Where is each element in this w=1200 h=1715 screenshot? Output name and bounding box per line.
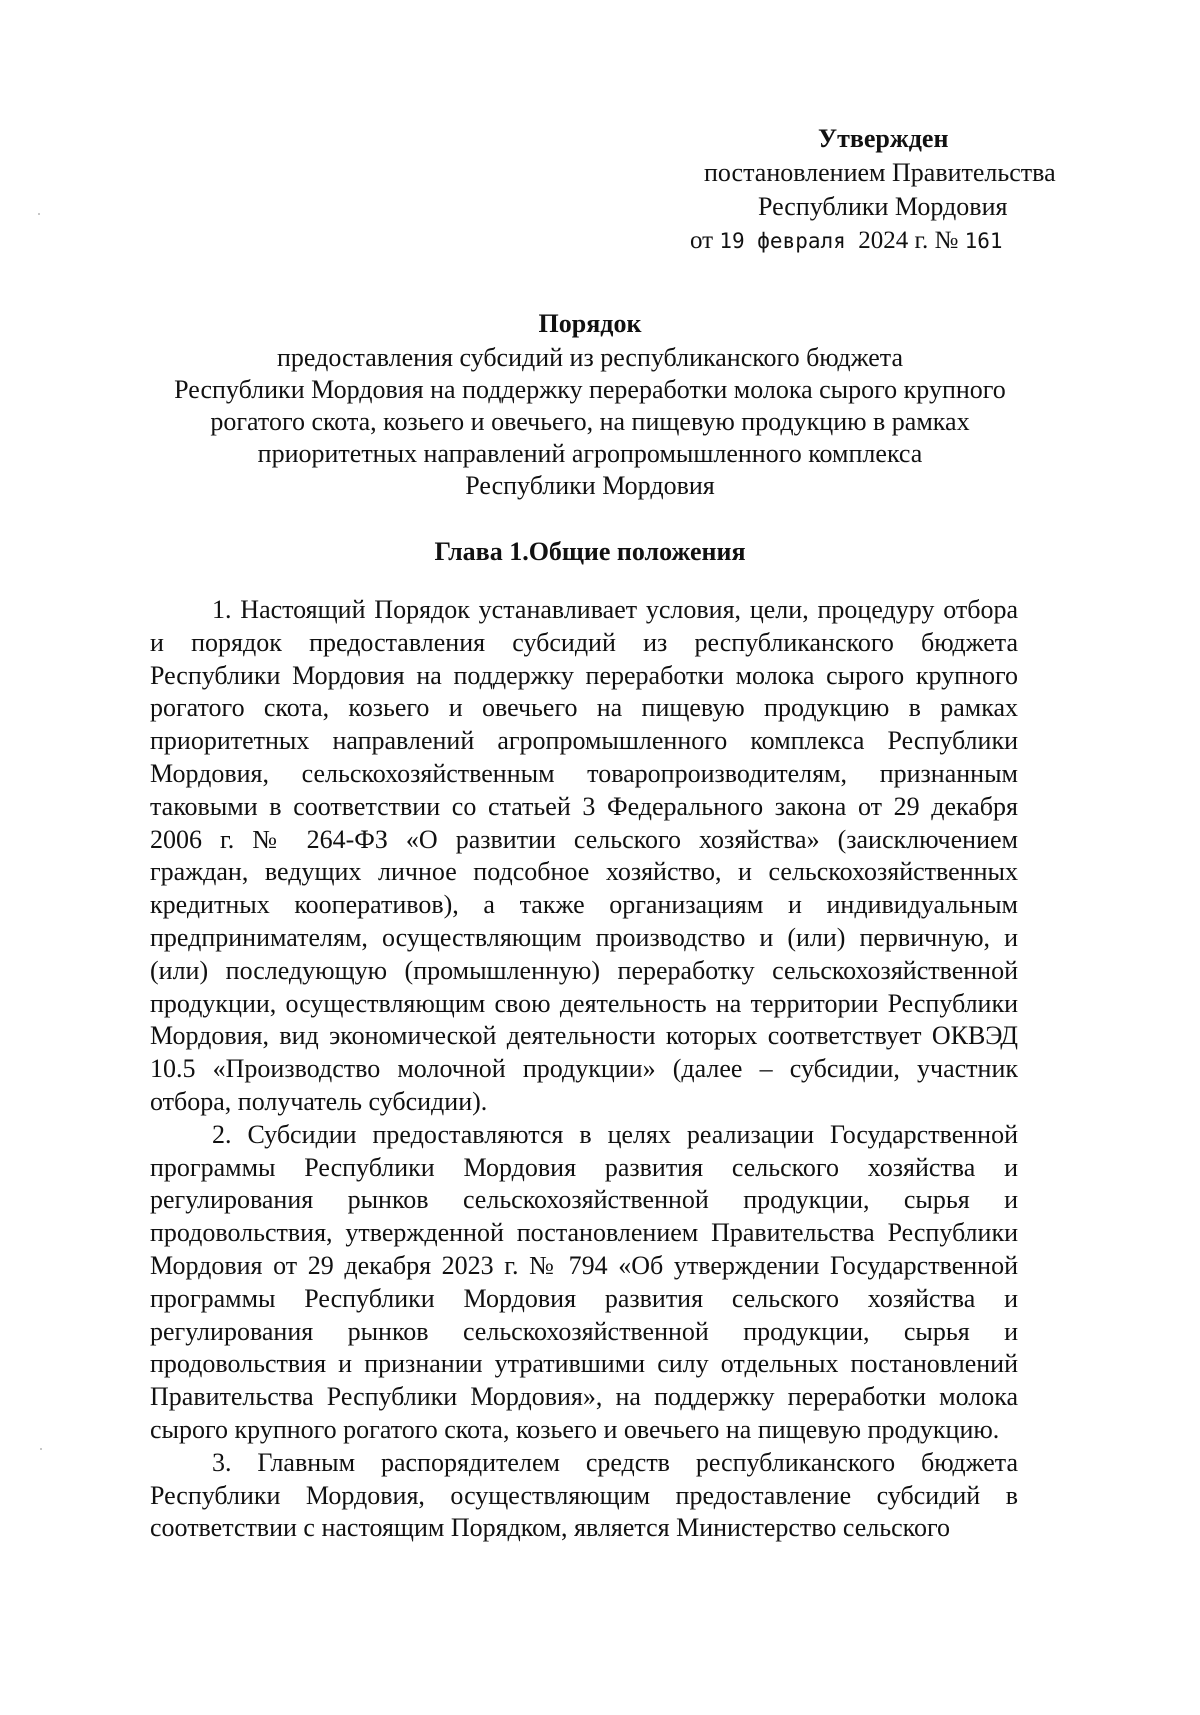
approval-line-2: Республики Мордовия bbox=[758, 192, 1008, 221]
approval-number: 161 bbox=[964, 229, 1003, 253]
document-subtitle-line: Республики Мордовия bbox=[465, 471, 715, 500]
paragraph-3: 3. Главным распорядителем средств республиканского бюджета Республики Мордовия, осуществляющим предоставление субсидий в соответствии с настоящим Порядком, является Министерство сельского bbox=[150, 1447, 1018, 1543]
document-subtitle-line: Республики Мордовия на поддержку переработки молока сырого крупного bbox=[174, 375, 1006, 404]
approval-date-value: 19 февраля bbox=[719, 229, 846, 253]
approval-date-line bbox=[640, 224, 1110, 258]
scan-speck bbox=[38, 213, 40, 215]
approval-date-prefix: от bbox=[690, 227, 720, 254]
document-body bbox=[150, 594, 1018, 1545]
document-subtitle-line: предоставления субсидий из республиканского бюджета bbox=[276, 343, 904, 372]
document-subtitle-line: рогатого скота, козьего и овечьего, на пищевую продукцию в рамках bbox=[210, 407, 970, 436]
document-heading: Порядок bbox=[538, 309, 642, 338]
approval-stamp bbox=[640, 122, 1110, 258]
chapter-heading: Глава 1.Общие положения bbox=[434, 537, 746, 566]
approval-date-middle: 2024 г. № bbox=[845, 227, 965, 254]
scan-speck bbox=[40, 1448, 42, 1450]
paragraph-2: 2. Субсидии предоставляются в целях реализации Государственной программы Республики Мордовия развития сельского хозяйства и регулирования рынков сельскохозяйственной продукции, сырья и продовольствия, утвержденной постановлением Правительства Республики Мордовия от 29 декабря 2023 г. № 794 «Об утверждении Государственной программы Республики Мордовия развития сельского хозяйства и регулирования рынков сельскохозяйственной продукции, сырья и продовольствия и признании утратившими силу отдельных постановлений Правительства Республики Мордовия», на поддержку переработки молока сырого крупного рогатого скота, козьего и овечьего на пищевую продукцию. bbox=[150, 1119, 1018, 1444]
document-title-block bbox=[150, 308, 1030, 502]
document-subtitle-line: приоритетных направлений агропромышленного комплекса bbox=[257, 439, 923, 468]
approval-title: Утвержден bbox=[818, 124, 949, 153]
approval-line-1: постановлением Правительства bbox=[704, 158, 1056, 187]
paragraph-1: 1. Настоящий Порядок устанавливает условия, цели, процедуру отбора и порядок предоставления субсидий из республиканского бюджета Республики Мордовия на поддержку переработки молока сырого крупного рогатого скота, козьего и овечьего на пищевую продукцию в рамках приоритетных направлений агропромышленного комплекса Республики Мордовия, сельскохозяйственным товаропроизводителям, признанным таковыми в соответствии со статьей 3 Федерального закона от 29 декабря 2006 г. № 264-ФЗ «О развитии сельского хозяйства» (заисключением граждан, ведущих личное подсобное хозяйство, и сельскохозяйственных кредитных кооперативов), а также организациям и индивидуальным предпринимателям, осуществляющим производство и (или) первичную, и (или) последующую (промышленную) переработку сельскохозяйственной продукции, осуществляющим свою деятельность на территории Республики Мордовия, вид экономической деятельности которых соответствует ОКВЭД 10.5 «Производство молочной продукции» (далее – субсидии, участник отбора, получатель субсидии). bbox=[150, 595, 1018, 1116]
